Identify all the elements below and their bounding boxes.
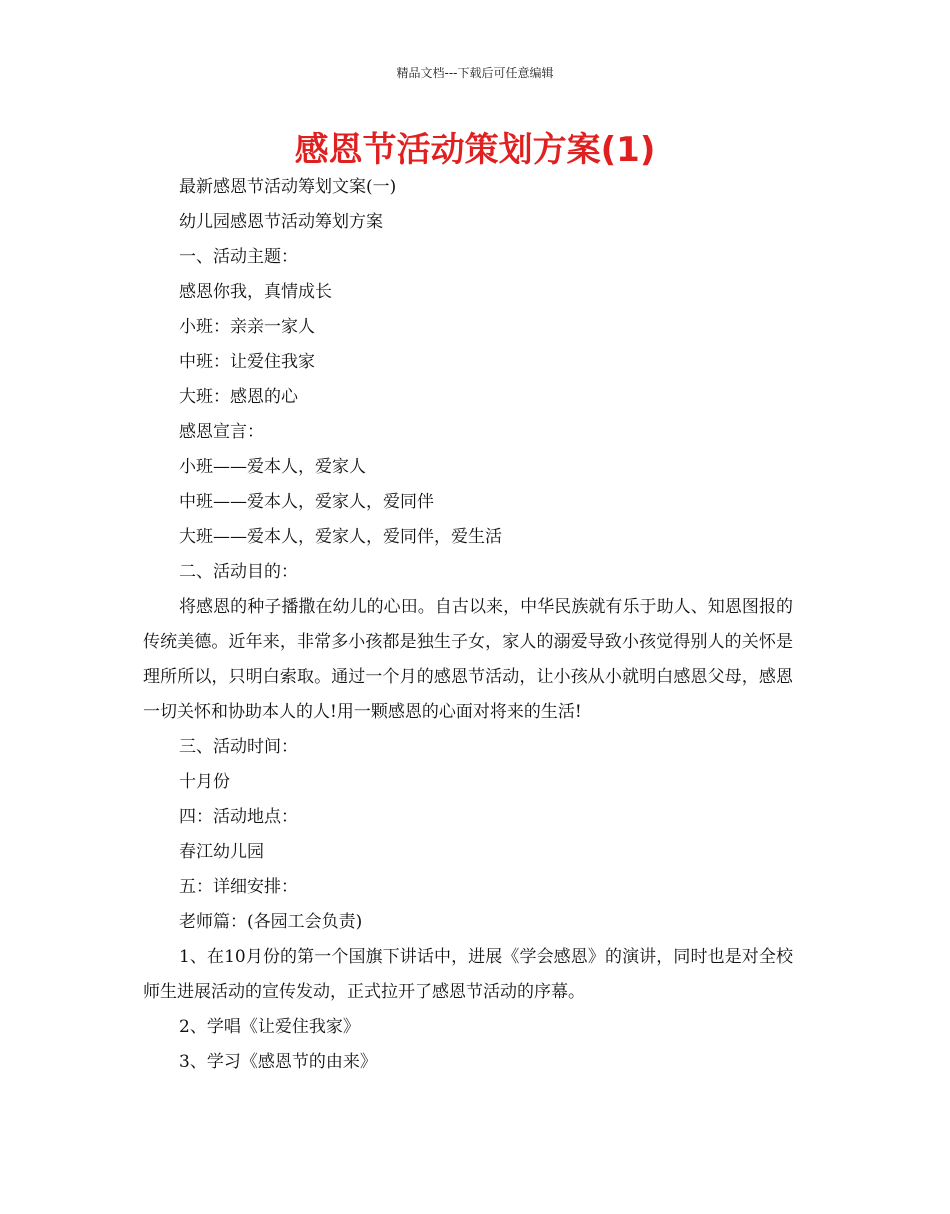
plan-name-line: 幼儿园感恩节活动筹划方案	[179, 212, 383, 232]
text-line: 中班：让爱住我家	[179, 352, 315, 372]
subtitle-line: 最新感恩节活动筹划文案(一)	[179, 177, 397, 197]
header-note: 精品文档---下载后可任意编辑	[396, 66, 554, 80]
document-title: 感恩节活动策划方案(1)	[294, 130, 656, 170]
text-line: 春江幼儿园	[179, 842, 264, 862]
purpose-paragraph: 将感恩的种子播撒在幼儿的心田。自古以来，中华民族就有乐于助人、知恩图报的传统美德。近年来，非常多小孩都是独生子女，家人的溺爱导致小孩觉得别人的关怀是理所所以，只明白索取。通过一个月的感恩节活动，让小孩从小就明白感恩父母，感恩一切关怀和协助本人的人!用一颗感恩的心面对将来的生活!	[143, 597, 793, 722]
text-line: 小班——爱本人，爱家人	[179, 457, 366, 477]
text-line: 2、学唱《让爱住我家》	[179, 1017, 360, 1037]
text-line: 小班：亲亲一家人	[179, 317, 315, 337]
text-line: 老师篇：(各园工会负责)	[179, 912, 363, 932]
section-heading: 一、活动主题：	[179, 247, 298, 267]
section-heading: 四：活动地点：	[179, 807, 298, 827]
text-line: 感恩你我，真情成长	[179, 282, 332, 302]
text-line: 中班——爱本人，爱家人，爱同伴	[179, 492, 434, 512]
text-line: 3、学习《感恩节的由来》	[179, 1052, 377, 1072]
section-heading: 五：详细安排：	[179, 877, 298, 897]
text-line: 大班——爱本人，爱家人，爱同伴，爱生活	[179, 527, 502, 547]
schedule-paragraph: 1、在10月份的第一个国旗下讲话中，进展《学会感恩》的演讲，同时也是对全校师生进展活动的宣传发动，正式拉开了感恩节活动的序幕。	[143, 947, 793, 1002]
section-heading: 二、活动目的：	[179, 562, 298, 582]
text-line: 大班：感恩的心	[179, 387, 298, 407]
section-heading: 三、活动时间：	[179, 737, 298, 757]
text-line: 感恩宣言：	[179, 422, 264, 442]
document-body	[143, 170, 793, 1080]
text-line: 十月份	[179, 772, 230, 792]
